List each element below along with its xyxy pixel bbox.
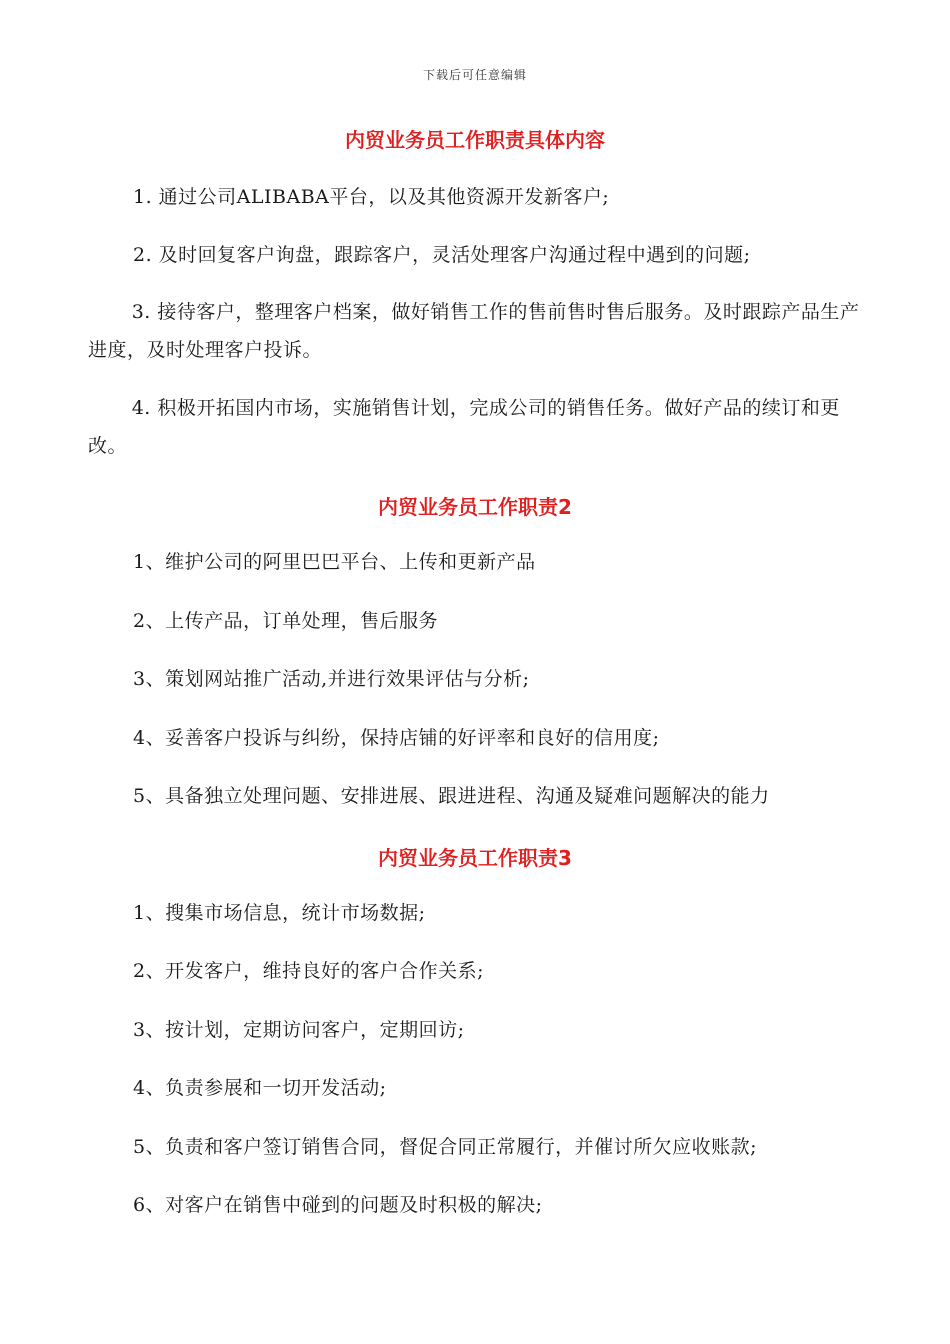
list-item: 5、具备独立处理问题、安排进展、跟进进程、沟通及疑难问题解决的能力 [133,785,770,807]
section-title: 内贸业务员工作职责具体内容 [345,128,605,152]
list-item: 1、搜集市场信息，统计市场数据; [133,902,426,924]
list-item: 6、对客户在销售中碰到的问题及时积极的解决; [133,1194,543,1216]
list-item: 2、开发客户，维持良好的客户合作关系; [133,960,484,982]
section-title: 内贸业务员工作职责3 [378,846,572,870]
list-item: 3、按计划，定期访问客户，定期回访; [133,1019,465,1041]
list-item: 2. 及时回复客户询盘，跟踪客户，灵活处理客户沟通过程中遇到的问题; [133,244,751,266]
list-item: 1. 通过公司ALIBABA平台，以及其他资源开发新客户; [133,186,610,208]
header-note: 下载后可任意编辑 [422,68,527,82]
list-item: 2、上传产品，订单处理，售后服务 [133,610,439,632]
list-item: 3、策划网站推广活动,并进行效果评估与分析; [133,668,530,690]
list-item: 4、妥善客户投诉与纠纷，保持店铺的好评率和良好的信用度; [133,727,660,749]
list-item: 1、维护公司的阿里巴巴平台、上传和更新产品 [133,551,536,573]
list-item: 4、负责参展和一切开发活动; [133,1077,387,1099]
list-item: 3. 接待客户，整理客户档案，做好销售工作的售前售时售后服务。及时跟踪产品生产进度，及时处理客户投诉。 [88,301,860,361]
list-item: 4. 积极开拓国内市场，实施销售计划，完成公司的销售任务。做好产品的续订和更改。 [88,397,840,457]
section-title: 内贸业务员工作职责2 [378,495,572,519]
list-item: 5、负责和客户签订销售合同，督促合同正常履行，并催讨所欠应收账款; [133,1136,757,1158]
